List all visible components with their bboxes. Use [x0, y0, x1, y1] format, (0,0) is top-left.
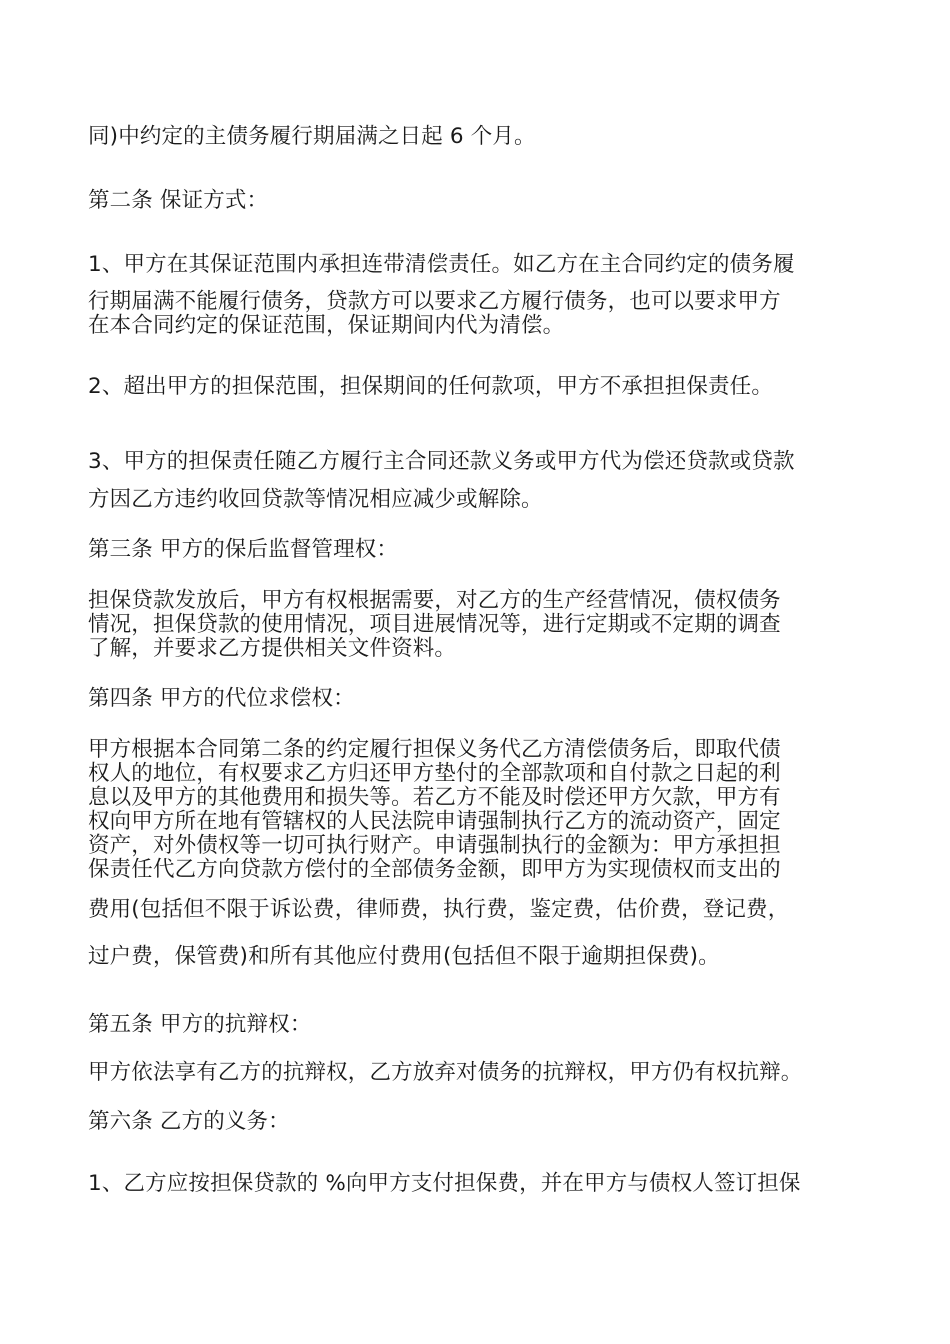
section-heading: 第四条 甲方的代位求偿权： — [88, 686, 355, 711]
text-line: 3、甲方的担保责任随乙方履行主合同还款义务或甲方代为偿还贷款或贷款 — [88, 449, 795, 474]
text-line: 费用(包括但不限于诉讼费，律师费，执行费，鉴定费，估价费，登记费， — [88, 897, 790, 922]
text-line: 同)中约定的主债务履行期届满之日起 6 个月。 — [88, 124, 536, 149]
section-heading: 第三条 甲方的保后监督管理权： — [88, 537, 399, 562]
text-line: 情况，担保贷款的使用情况，项目进展情况等，进行定期或不定期的调查 — [88, 612, 781, 637]
section-heading: 第二条 保证方式： — [88, 188, 269, 213]
text-line: 了解，并要求乙方提供相关文件资料。 — [88, 636, 457, 661]
text-line: 保责任代乙方向贷款方偿付的全部债务金额，即甲方为实现债权而支出的 — [88, 857, 781, 882]
text-line: 资产，对外债权等一切可执行财产。申请强制执行的金额为：甲方承担担 — [88, 833, 781, 858]
text-line: 权向甲方所在地有管辖权的人民法院申请强制执行乙方的流动资产，固定 — [88, 809, 781, 834]
section-heading: 第五条 甲方的抗辩权： — [88, 1012, 312, 1037]
section-heading: 第六条 乙方的义务： — [88, 1109, 290, 1134]
text-line: 1、甲方在其保证范围内承担连带清偿责任。如乙方在主合同约定的债务履 — [88, 252, 795, 277]
text-line: 1、乙方应按担保贷款的 %向甲方支付担保费，并在甲方与债权人签订担保 — [88, 1171, 801, 1196]
text-line: 方因乙方违约收回贷款等情况相应减少或解除。 — [88, 487, 543, 512]
text-line: 在本合同约定的保证范围，保证期间内代为清偿。 — [88, 313, 565, 338]
text-line: 2、超出甲方的担保范围，担保期间的任何款项，甲方不承担担保责任。 — [88, 374, 773, 399]
text-line: 担保贷款发放后，甲方有权根据需要，对乙方的生产经营情况，债权债务 — [88, 588, 781, 613]
text-line: 甲方根据本合同第二条的约定履行担保义务代乙方清偿债务后，即取代债 — [88, 737, 781, 762]
text-line: 行期届满不能履行债务，贷款方可以要求乙方履行债务，也可以要求甲方 — [88, 289, 781, 314]
text-line: 甲方依法享有乙方的抗辩权，乙方放弃对债务的抗辩权，甲方仍有权抗辩。 — [88, 1060, 803, 1085]
text-line: 息以及甲方的其他费用和损失等。若乙方不能及时偿还甲方欠款，甲方有 — [88, 785, 781, 810]
text-line: 权人的地位，有权要求乙方归还甲方垫付的全部款项和自付款之日起的利 — [88, 761, 781, 786]
text-line: 过户费，保管费)和所有其他应付费用(包括但不限于逾期担保费)。 — [88, 944, 720, 969]
